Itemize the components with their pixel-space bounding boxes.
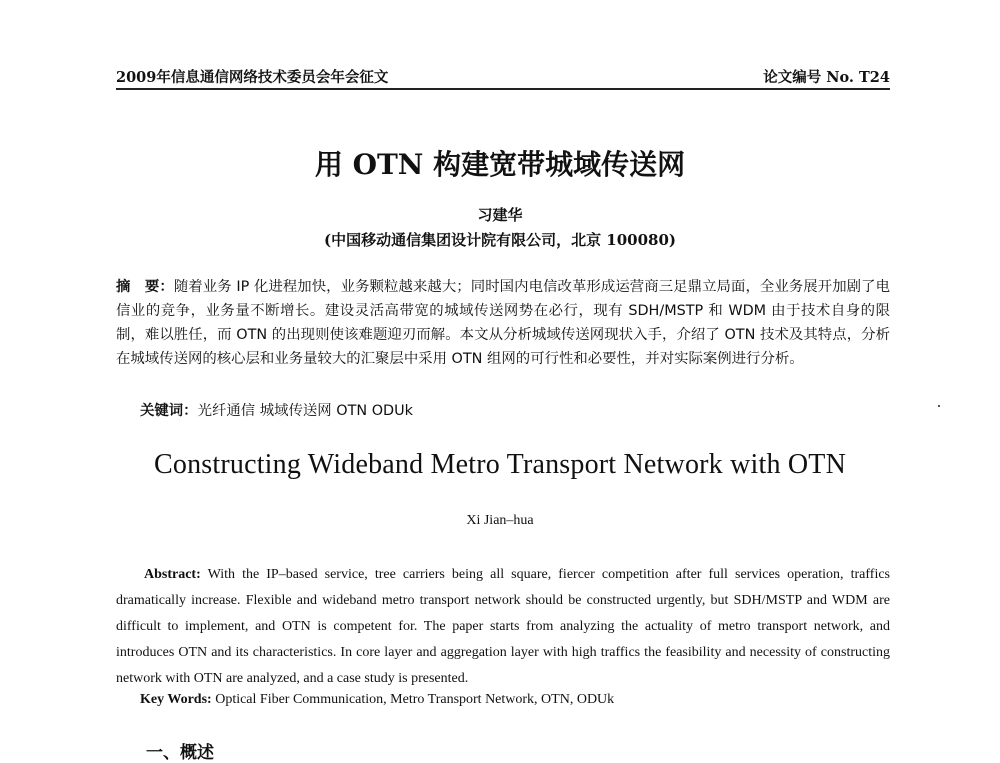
title-chinese: 用 OTN 构建宽带城域传送网: [314, 148, 686, 181]
author-english: Xi Jian–hua: [466, 513, 534, 528]
keywords-chinese-text: 光纤通信 城域传送网 OTN ODUk: [197, 403, 413, 419]
keywords-english-label: Key Words:: [140, 692, 212, 707]
author-chinese: 习建华: [477, 206, 523, 224]
abstract-chinese-label: 摘 要：: [116, 279, 174, 295]
abstract-chinese-text: 随着业务 IP 化进程加快，业务颗粒越来越大；同时国内电信改革形成运营商三足鼎立局面，全业务展开加剧了电信业的竞争，业务量不断增长。建设灵活高带宽的城域传送网势在必行，现有 SDH/MSTP 和 WDM 由于技术自身的限制，难以胜任，而 OTN 的出现则使该难题迎刃而解。本文从分析城域传送网现状入手，介绍了 OTN 技术及其特点，分析在城域传送网的核心层和业务量较大的汇聚层中采用 OTN 组网的可行性和必要性，并对实际案例进行分析。: [116, 279, 890, 367]
affiliation-chinese: (中国移动通信集团设计院有限公司，北京 100080): [323, 231, 677, 249]
keywords-english-text: Optical Fiber Communication, Metro Transport Network, OTN, ODUk: [211, 692, 615, 707]
keywords-english: [140, 688, 890, 712]
abstract-english: [116, 562, 890, 692]
scan-speck: [938, 405, 940, 407]
header-paper-number: 论文编号 No. T24: [763, 69, 890, 86]
abstract-english-label: Abstract:: [144, 567, 201, 582]
keywords-chinese: [140, 399, 890, 423]
running-header: [116, 60, 890, 90]
keywords-chinese-label: 关键词：: [140, 403, 198, 419]
abstract-chinese: [116, 275, 890, 371]
abstract-english-text: With the IP–based service, tree carriers being all square, fiercer competition after full services operation, traffics dramatically increase. Flexible and wideband metro transport network should be constructed urgently, but SDH/MSTP and WDM are difficult to implement, and OTN is competent for. The paper starts from analyzing the actuality of metro transport network, and introduces OTN and its characteristics. In core layer and aggregation layer with high traffics the feasibility and necessity of constructing network with OTN are analyzed, and a case study is presented.: [116, 567, 890, 686]
section-heading-overview: 一、概述: [146, 743, 214, 763]
header-conference: 2009年信息通信网络技术委员会年会征文: [116, 69, 389, 86]
title-english: Constructing Wideband Metro Transport Network with OTN: [154, 449, 846, 480]
